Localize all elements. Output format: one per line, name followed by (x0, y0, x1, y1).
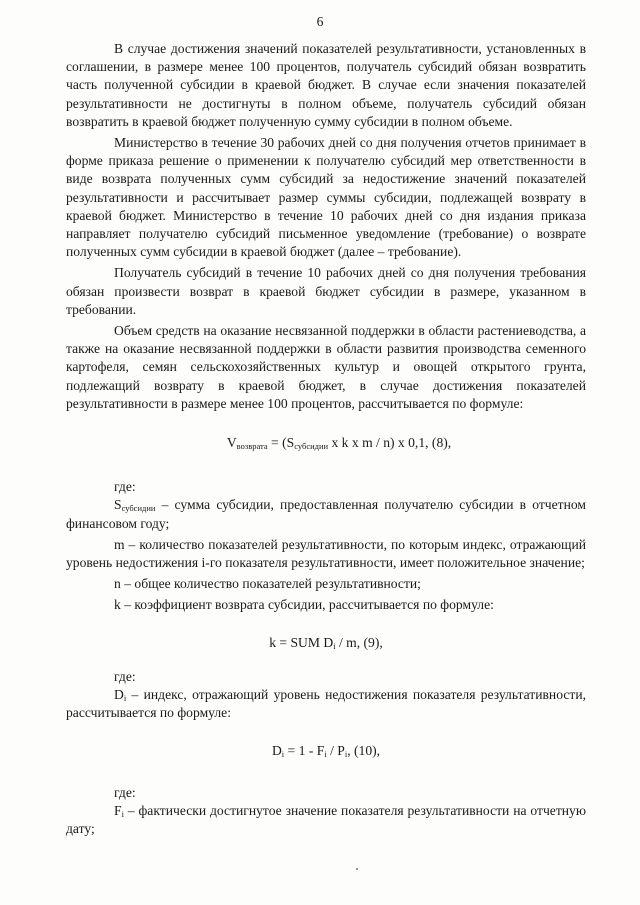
definition-fi (66, 802, 586, 838)
definition-m: m – количество показателей результативности, по которым индекс, отражающий уровень недостижения i-го показателя результативности, имеет положительное значение; (66, 536, 586, 571)
definition-s-subscript: субсидии (121, 503, 156, 514)
formula-10 (66, 742, 586, 760)
definition-n: n – общее количество показателей результативности; (114, 576, 421, 592)
definition-di-text: – индекс, отражающий уровень недостижения показателя результативности, рассчитывается по формуле: (66, 687, 586, 721)
definition-di-subscript: i (123, 693, 127, 704)
definition-di (66, 686, 586, 722)
paragraph-partial-return: В случае достижения значений показателей результативности, установленных в соглашении, в размере менее 100 процентов, получатель субсидий обязан возвратить часть полученной субсидии в краевой бюджет. В случае если значения показателей результативности не достигнуты в полном объеме, получатель субсидий обязан возвратить в краевой бюджет полученную сумму субсидии в полном объеме. (66, 41, 586, 129)
document-body (66, 40, 586, 841)
where-label-3: где: (114, 784, 136, 800)
definition-k: k – коэффициент возврата субсидии, рассчитывается по формуле: (114, 597, 494, 613)
paragraph-ministry-decision: Министерство в течение 30 рабочих дней со дня получения отчетов принимает в форме приказа решение о применении к получателю субсидий мер ответственности в виде возврата полученных сумм субсидий за недостижение значений показателей результативности и рассчитывает размер суммы субсидии, подлежащей возврату в краевой бюджет. Министерство в течение 10 рабочих дней со дня издания приказа направляет получателю субсидий письменное уведомление (требование) о возврате полученных сумм субсидии в краевой бюджет (далее – требование). (66, 135, 586, 260)
definition-s-text: – сумма субсидии, предоставленная получателю субсидии в отчетном финансовом году; (66, 497, 586, 531)
where-label-1: где: (114, 479, 136, 495)
definition-fi-text: – фактически достигнутое значение показателя результативности на отчетную дату; (66, 802, 586, 837)
formula-10-d: D (271, 742, 282, 758)
formula-9-post: / m, (9), (335, 634, 383, 650)
scan-speck (356, 868, 358, 870)
formula-8-rest: x k x m / n) x 0,1, (8), (328, 435, 452, 451)
formula-9-pre: k = SUM D (269, 634, 334, 650)
formula-9 (66, 634, 586, 652)
paragraph-return-volume: Объем средств на оказание несвязанной поддержки в области растениеводства, а также на оказание несвязанной поддержки в области развития производства семенного картофеля, семян сельскохозяйственных культур и овощей открытого грунта, подлежащий возврату в краевой бюджет, в случае достижения показателей результативности в размере менее 100 процентов, рассчитывается по формуле: (66, 323, 586, 411)
definition-fi-subscript: i (121, 808, 124, 819)
formula-10-sub-2: i (324, 748, 327, 759)
where-label-2: где: (114, 668, 136, 684)
definition-s (66, 496, 586, 532)
formula-8-v: V (226, 435, 237, 451)
definition-s-symbol: S (114, 497, 122, 513)
formula-10-slash: / P (326, 742, 345, 758)
formula-8-v-subscript: возврата (236, 441, 268, 452)
formula-10-sub-3: i (344, 748, 348, 759)
definition-fi-symbol: F (114, 802, 122, 818)
page-number: 6 (316, 14, 324, 29)
formula-8-s-subscript: субсидии (294, 441, 329, 452)
formula-8 (66, 434, 586, 452)
formula-10-sub-1: i (281, 748, 285, 759)
definition-di-symbol: D (114, 687, 124, 703)
formula-10-post: , (10), (347, 742, 381, 758)
formula-8-mid: = (S (267, 435, 295, 451)
formula-9-subscript: i (333, 640, 336, 651)
formula-10-mid: = 1 - F (284, 742, 325, 758)
paragraph-recipient-return: Получатель субсидий в течение 10 рабочих дней со дня получения требования обязан произвести возврат в краевой бюджет субсидии в размере, указанном в требовании. (66, 265, 586, 317)
